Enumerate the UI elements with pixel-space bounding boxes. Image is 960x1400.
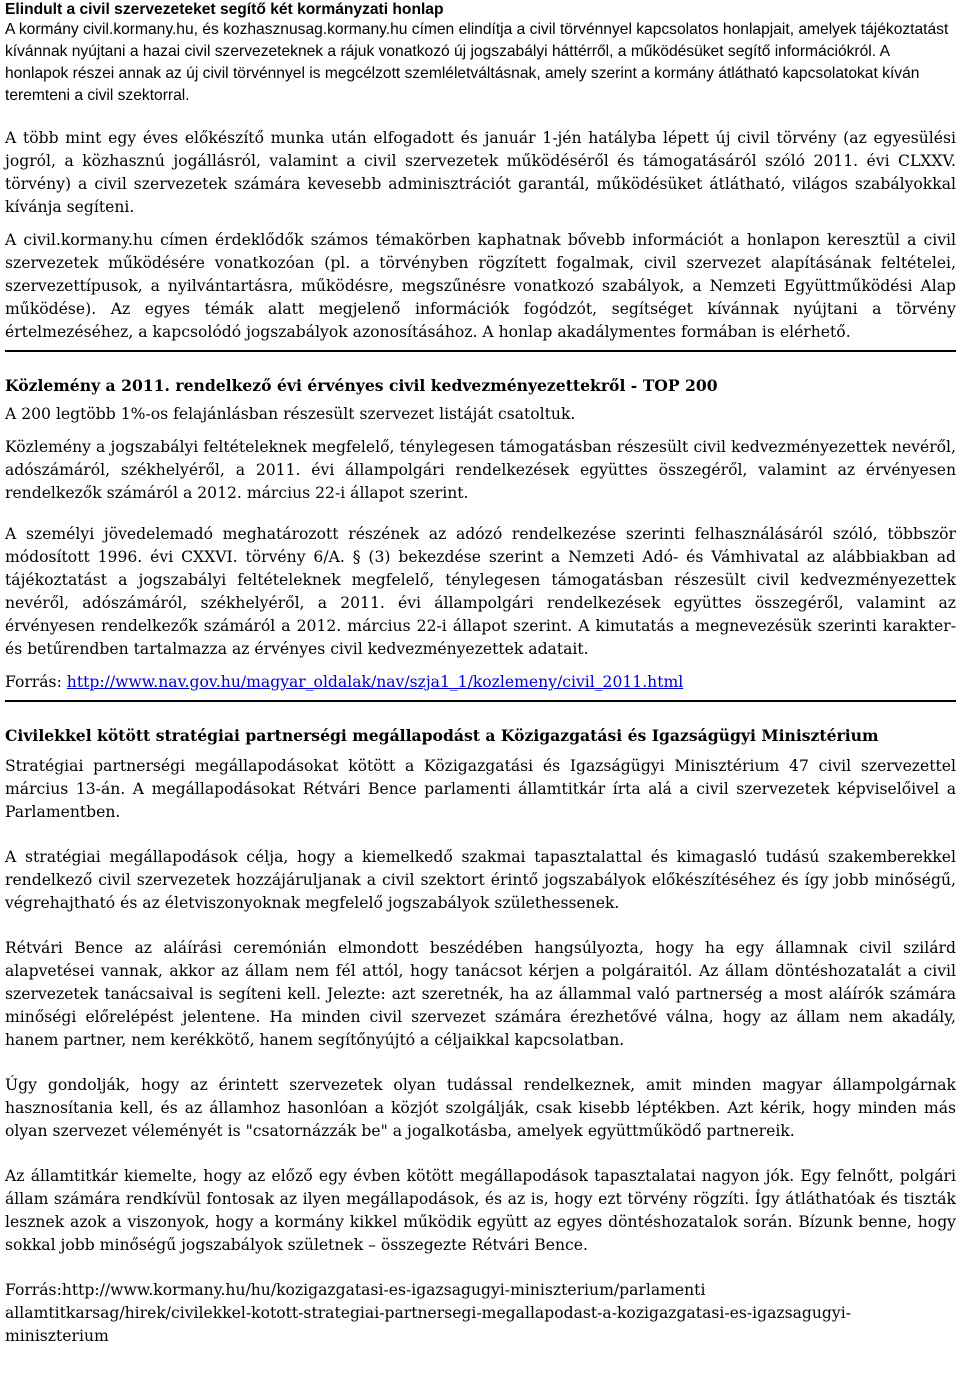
- divider-1: [5, 350, 956, 352]
- nav-source-link[interactable]: http://www.nav.gov.hu/magyar_oldalak/nav/szja1_1/kozlemeny/civil_2011.html: [66, 673, 684, 691]
- section3-paragraph-2: A stratégiai megállapodások célja, hogy a kiemelkedő szakmai tapasztalattal és kimagasló tudású szakemberekkel rendelkező civil szervezetek hozzájáruljanak a civil szektort érintő jogszabályok előkészítéséhez és így jobb minőségű, végrehajtható és az életviszonyoknak megfelelő jogszabályok születhessenek.: [5, 848, 956, 912]
- section1-paragraph-2: A több mint egy éves előkészítő munka után elfogadott és január 1-jén hatályba lépett új civil törvény (az egyesülési jogról, a közhasznú jogállásról, valamint a civil szervezetek működéséről és támogatásáról szóló 2011. évi CLXXV. törvény) a civil szervezetek számára kevesebb adminisztrációt garantál, működésüket átlátható, világos szabályokkal kívánja segíteni.: [5, 129, 956, 216]
- section1-lead: A kormány civil.kormany.hu, és kozhasznusag.kormany.hu címen elindítja a civil törvénnyel kapcsolatos honlapjait, amelyek tájékoztatást kívánnak nyújtani a hazai civil szervezeteknek a rájuk vonatkozó új jogszabályi háttérről, a működésüket segítő információkról. A honlapok részei annak az új civil törvénnyel is megcélzott szemléletváltásnak, amely szerint a kormány átlátható kapcsolatokat kíván teremteni a civil szektorral.: [5, 21, 949, 104]
- section2-source-label: Forrás:: [5, 673, 67, 691]
- document-page: [5, 0, 956, 1348]
- section1-title: Elindult a civil szervezeteket segítő két kormányzati honlap: [5, 1, 444, 18]
- section3-paragraph-4: Úgy gondolják, hogy az érintett szervezetek olyan tudással rendelkeznek, amit minden magyar állampolgárnak hasznosítania kell, és az államhoz hasonlóan a közjót szolgálják, csak kisebb léptékben. Azt kérik, hogy minden más olyan szervezet véleményét is "csatornázzák be" a jogalkotásba, amelyek együttműködő partnereik.: [5, 1076, 956, 1140]
- section3-paragraph-3: Rétvári Bence az aláírási ceremónián elmondott beszédében hangsúlyozta, hogy ha egy államnak civil szilárd alapvetései vannak, akkor az állam nem fél attól, hogy tanácsot kérjen a polgáraitól. Az állam döntéshozatalát a civil szervezetek tanácsaival is segíteni kell. Jelezte: azt szeretnék, ha az állammal való partnerség a most aláírók számára minőségi előrelépést jelentene. Ha minden civil szervezet számára érezhetővé válna, hogy az állam nem akadály, hanem partner, nem kerékkötő, hanem segítőnyújtó a céljaikkal kapcsolatban.: [5, 939, 956, 1049]
- section3-source-line-2: allamtitkarsag/hirek/civilekkel-kotott-strategiai-partnersegi-megallapodast-a-kozigazgatasi-es-igazsagugyi-: [5, 1304, 851, 1322]
- section2-paragraph-1: A 200 legtöbb 1%-os felajánlásban részesült szervezet listáját csatoltuk.: [5, 405, 576, 423]
- section3-source-line-1: Forrás:http://www.kormany.hu/hu/kozigazgatasi-es-igazsagugyi-miniszterium/parlamenti: [5, 1281, 706, 1299]
- section3-heading: Civilekkel kötött stratégiai partnerségi megállapodást a Közigazgatási és Igazságügyi Minisztérium: [5, 726, 879, 745]
- section2-source: [5, 671, 956, 694]
- section2-paragraph-3: A személyi jövedelemadó meghatározott részének az adózó rendelkezése szerinti felhasználásáról szóló, többször módosított 1996. évi CXXVI. törvény 6/A. § (3) bekezdése szerint a Nemzeti Adó- és Vámhivatal az alábbiakban ad tájékoztatást a jogszabályi feltételeknek megfelelő, ténylegesen támogatásban részesült civil kedvezményezettek nevéről, adószámáról, székhelyéről, a 2011. évi állampolgári rendelkezések együttes összegéről, valamint az érvényesen rendelkezők számáról a 2012. március 22-i állapot szerint. A kimutatás a megnevezésük szerinti karakter- és betűrendben tartalmazza az érvényes civil kedvezményezettek adatait.: [5, 525, 956, 658]
- divider-2: [5, 700, 956, 702]
- section3-source: [5, 1279, 956, 1348]
- section2-paragraph-2: Közlemény a jogszabályi feltételeknek megfelelő, ténylegesen támogatásban részesült civil kedvezményezettek nevéről, adószámáról, székhelyéről, a 2011. évi állampolgári rendelkezések együttes összegéről, valamint az érvényesen rendelkezők számáról a 2012. március 22-i állapot szerint.: [5, 438, 956, 502]
- section1-paragraph-3: A civil.kormany.hu címen érdeklődők számos témakörben kaphatnak bővebb információt a honlapon keresztül a civil szervezetek működésére vonatkozóan (pl. a törvényben rögzített fogalmak, civil szervezet alapításának feltételei, szervezettípusok, a nyilvántartásra, működésre, megszűnésre vonatkozó szabályok, a Nemzeti Együttműködési Alap működése). Az egyes témák alatt megjelenő információk fogódzót, segítséget kívánnak nyújtani a törvény értelmezéséhez, a kapcsolódó jogszabályok azonosításához. A honlap akadálymentes formában is elérhető.: [5, 231, 956, 341]
- section3-paragraph-5: Az államtitkár kiemelte, hogy az előző egy évben kötött megállapodások tapasztalatai nagyon jók. Egy felnőtt, polgári állam számára rendkívül fontosak az ilyen megállapodások, és az is, hogy ezt törvény rögzíti. Így átláthatóak és tiszták lesznek azok a viszonyok, hogy a kormány kikkel működik együtt az egyes döntéshozatalok során. Bízunk benne, hogy sokkal jobb minőségű jogszabályok születnek – összegezte Rétvári Bence.: [5, 1167, 956, 1254]
- section3-paragraph-1: Stratégiai partnerségi megállapodásokat kötött a Közigazgatási és Igazságügyi Minisztérium 47 civil szervezettel március 13-án. A megállapodásokat Rétvári Bence parlamenti államtitkár írta alá a civil szervezetek képviselőivel a Parlamentben.: [5, 757, 956, 821]
- section3-source-line-3: miniszterium: [5, 1327, 109, 1345]
- section2-heading: Közlemény a 2011. rendelkező évi érvényes civil kedvezményezettekről - TOP 200: [5, 376, 718, 395]
